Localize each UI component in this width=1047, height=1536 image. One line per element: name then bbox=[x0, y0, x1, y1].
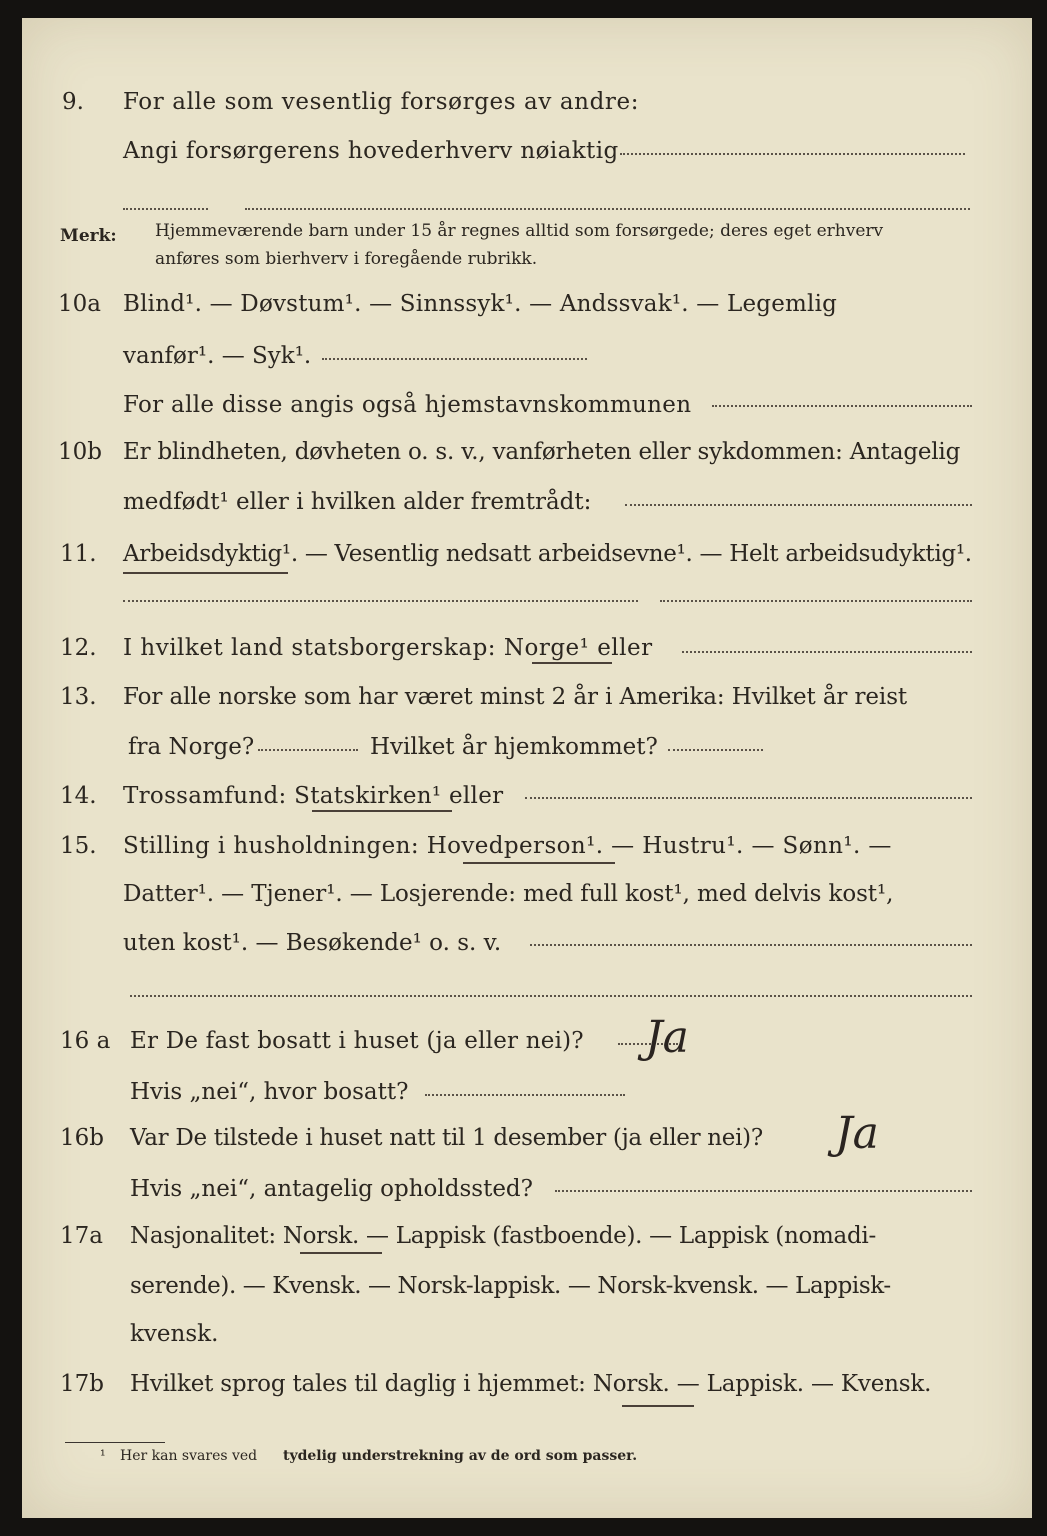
q10b-number: 10b bbox=[58, 439, 102, 465]
q15-text-line1: Stilling i husholdningen: Hovedperson¹. — Hustru¹. — Sønn¹. — bbox=[123, 833, 892, 859]
q13-answer-reist[interactable] bbox=[258, 749, 358, 751]
q11-text-line1: Arbeidsdyktig¹. — Vesentlig nedsatt arbeidsevne¹. — Helt arbeidsudyktig¹. bbox=[123, 541, 972, 567]
q11-answer-line-a[interactable] bbox=[123, 600, 638, 602]
q16b-number: 16b bbox=[60, 1125, 104, 1151]
q17a-text-line3: kvensk. bbox=[130, 1321, 219, 1347]
q16b-handwritten-answer: Ja bbox=[835, 1108, 879, 1159]
q12-answer-line[interactable] bbox=[682, 651, 972, 653]
q16a-answer-line2[interactable] bbox=[425, 1094, 625, 1096]
q17b-text-line1: Hvilket sprog tales til daglig i hjemmet: Norsk. — Lappisk. — Kvensk. bbox=[130, 1371, 932, 1397]
q13-text-line2b: Hvilket år hjemkommet? bbox=[370, 734, 658, 760]
q15-text-line2: Datter¹. — Tjener¹. — Losjerende: med full kost¹, med delvis kost¹, bbox=[123, 881, 894, 907]
q13-answer-hjemkommet[interactable] bbox=[668, 749, 763, 751]
q17b-number: 17b bbox=[60, 1371, 104, 1397]
q9-answer-line2a[interactable] bbox=[123, 208, 208, 210]
q11-number: 11. bbox=[60, 541, 97, 567]
q10b-text-line1: Er blindheten, døvheten o. s. v., vanførheten eller sykdommen: Antagelig bbox=[123, 439, 961, 465]
q12-number: 12. bbox=[60, 635, 97, 661]
q16b-text-line2: Hvis „nei“, antagelig opholdssted? bbox=[130, 1176, 533, 1202]
q13-text-line1: For alle norske som har været minst 2 år i Amerika: Hvilket år reist bbox=[123, 684, 908, 710]
q13-text-line2a: fra Norge? bbox=[128, 734, 255, 760]
q14-answer-line[interactable] bbox=[525, 797, 972, 799]
q15-text-line3: uten kost¹. — Besøkende¹ o. s. v. bbox=[123, 930, 502, 956]
q13-number: 13. bbox=[60, 684, 97, 710]
q9-answer-line[interactable] bbox=[620, 153, 965, 155]
q16a-text-line1: Er De fast bosatt i huset (ja eller nei)? bbox=[130, 1028, 584, 1054]
q10a-answer-line1[interactable] bbox=[322, 358, 587, 360]
q17a-text-line2: serende). — Kvensk. — Norsk-lappisk. — Norsk-kvensk. — Lappisk- bbox=[130, 1273, 891, 1299]
q10a-text-line2: vanfør¹. — Syk¹. bbox=[123, 343, 312, 369]
merk-text-line2: anføres som bierhverv i foregående rubrikk. bbox=[155, 249, 538, 269]
q9-answer-line2b[interactable] bbox=[245, 208, 970, 210]
q10a-number: 10a bbox=[58, 291, 101, 317]
q14-underline-statskirken bbox=[312, 810, 452, 812]
footnote-bold-text: tydelig understrekning av de ord som passer. bbox=[283, 1448, 638, 1464]
q11-underline-arbeidsdyktig bbox=[123, 572, 288, 574]
q9-text-line1: For alle som vesentlig forsørges av andre: bbox=[123, 89, 640, 115]
q10b-answer-line[interactable] bbox=[625, 504, 972, 506]
q11-answer-line-b[interactable] bbox=[660, 600, 972, 602]
q15-number: 15. bbox=[60, 833, 97, 859]
q16b-text-line1: Var De tilstede i huset natt til 1 desember (ja eller nei)? bbox=[130, 1125, 763, 1151]
q12-text-line1: I hvilket land statsborgerskap: Norge¹ eller bbox=[123, 635, 653, 661]
merk-label: Merk: bbox=[60, 226, 117, 246]
q16b-answer-line[interactable] bbox=[555, 1190, 972, 1192]
footnote-mark: ¹ bbox=[100, 1448, 106, 1464]
q10b-text-line2: medfødt¹ eller i hvilken alder fremtrådt: bbox=[123, 489, 592, 515]
q10a-text-line3: For alle disse angis også hjemstavnskommunen bbox=[123, 392, 692, 418]
q10a-text-line1: Blind¹. — Døvstum¹. — Sinnssyk¹. — Andssvak¹. — Legemlig bbox=[123, 291, 838, 317]
footnote-text: Her kan svares ved bbox=[120, 1448, 258, 1464]
q10a-answer-line2[interactable] bbox=[712, 405, 972, 407]
footnote-rule bbox=[65, 1442, 165, 1443]
q14-number: 14. bbox=[60, 783, 97, 809]
q16a-handwritten-answer: Ja bbox=[645, 1012, 689, 1063]
q9-number: 9. bbox=[62, 89, 84, 115]
q15-answer-line2[interactable] bbox=[130, 995, 972, 997]
q15-answer-line[interactable] bbox=[530, 944, 972, 946]
q17b-underline-norsk bbox=[622, 1405, 694, 1407]
q14-text-line1: Trossamfund: Statskirken¹ eller bbox=[123, 783, 504, 809]
q15-underline-hovedperson bbox=[463, 862, 615, 864]
q16a-number: 16 a bbox=[60, 1028, 111, 1054]
q17a-number: 17a bbox=[60, 1223, 103, 1249]
q17a-underline-norsk bbox=[300, 1252, 382, 1254]
q12-underline-norge bbox=[532, 662, 612, 664]
merk-text-line1: Hjemmeværende barn under 15 år regnes alltid som forsørgede; deres eget erhverv bbox=[155, 221, 884, 241]
q16a-text-line2: Hvis „nei“, hvor bosatt? bbox=[130, 1079, 409, 1105]
q17a-text-line1: Nasjonalitet: Norsk. — Lappisk (fastboende). — Lappisk (nomadi- bbox=[130, 1223, 876, 1249]
q9-text-line2: Angi forsørgerens hovederhverv nøiaktig bbox=[123, 138, 619, 164]
